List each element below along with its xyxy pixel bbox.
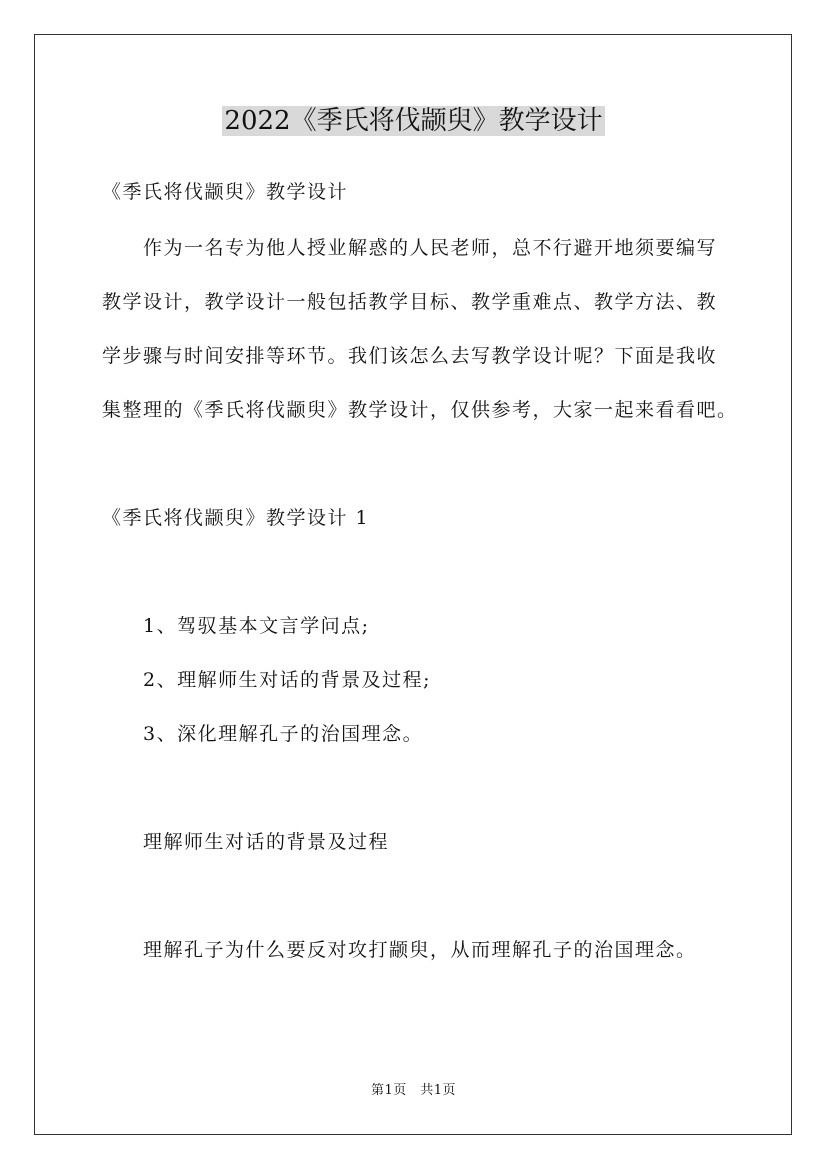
document-title-text: 2022《季氏将伐颛臾》教学设计	[224, 106, 603, 136]
document-subtitle: 《季氏将伐颛臾》教学设计	[102, 181, 349, 203]
difficult-point: 理解孔子为什么要反对攻打颛臾，从而理解孔子的治国理念。	[143, 939, 697, 961]
key-point: 理解师生对话的背景及过程	[143, 831, 390, 853]
objective-item-1: 1、驾驭基本文言学问点;	[143, 615, 370, 637]
intro-line-2: 教学设计，教学设计一般包括教学目标、教学重难点、教学方法、教	[102, 291, 718, 313]
intro-line-3: 学步骤与时间安排等环节。我们该怎么去写教学设计呢？下面是我收	[102, 345, 718, 367]
page-number: 第1页 共1页	[370, 1083, 457, 1098]
objective-item-3: 3、深化理解孔子的治国理念。	[143, 723, 424, 745]
intro-line-1: 作为一名专为他人授业解惑的人民老师，总不行避开地须要编写	[143, 237, 718, 259]
objective-item-2: 2、理解师生对话的背景及过程;	[143, 669, 431, 691]
intro-line-4: 集整理的《季氏将伐颛臾》教学设计，仅供参考，大家一起来看看吧。	[102, 399, 738, 421]
document-title	[0, 100, 827, 142]
section-title: 《季氏将伐颛臾》教学设计 1	[102, 507, 370, 529]
